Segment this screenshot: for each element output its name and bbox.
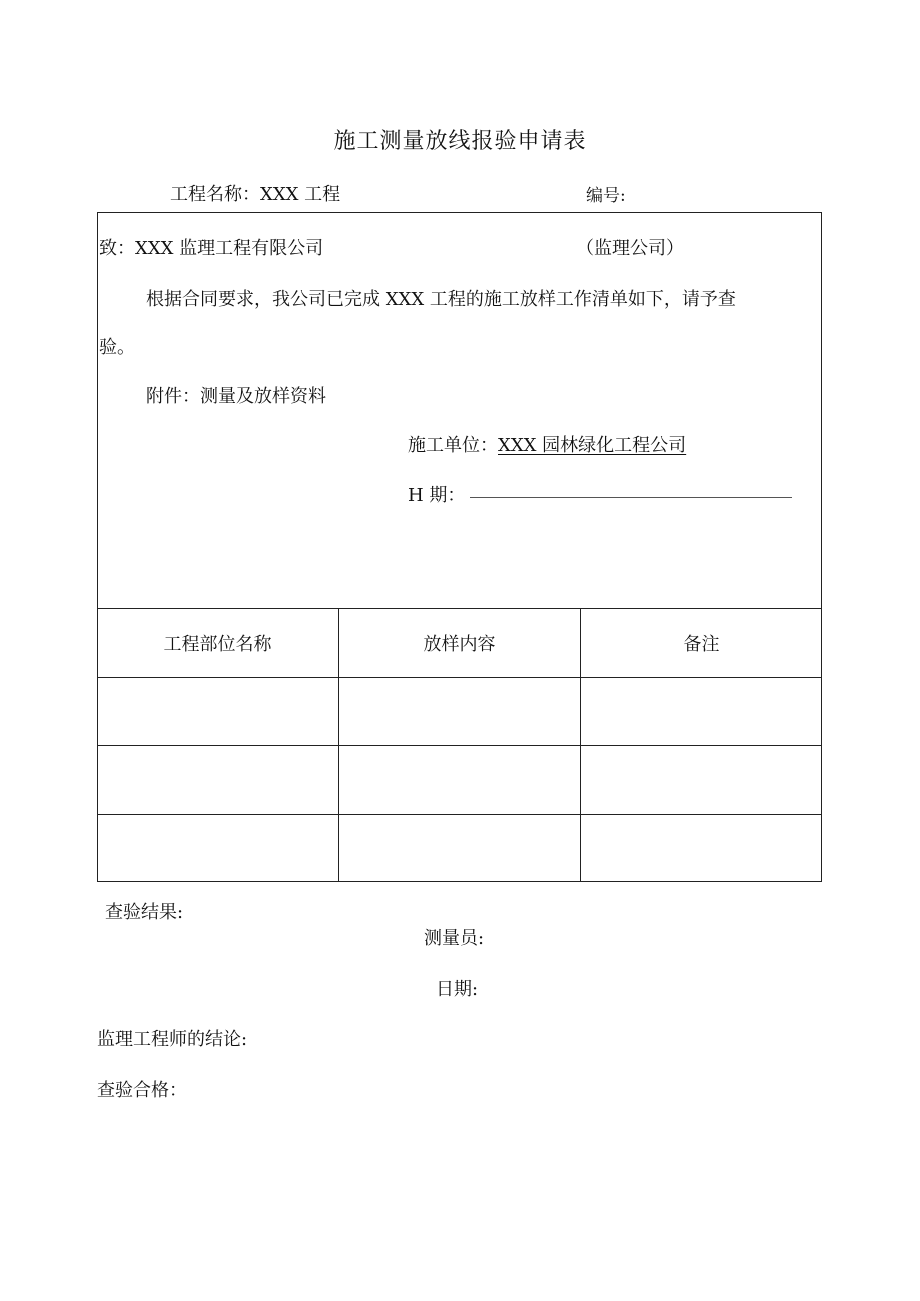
addressee-suffix: （监理公司） (576, 238, 684, 259)
table-cell[interactable] (581, 746, 821, 814)
inspection-result-label: 查验结果: (105, 902, 184, 923)
attachment-line: 附件：测量及放样资料 (146, 386, 326, 407)
number-label: 编号: (586, 186, 626, 206)
table-cell[interactable] (339, 746, 580, 814)
date-label: H 期： (408, 485, 466, 506)
table-cell[interactable] (581, 678, 821, 745)
date-field[interactable] (470, 497, 792, 498)
table-header-remarks: 备注 (683, 634, 720, 655)
inspection-pass-label: 查验合格： (97, 1080, 187, 1101)
table-cell[interactable] (581, 815, 821, 881)
letter-body-line-1: 根据合同要求，我公司已完成 XXX 工程的施工放样工作清单如下，请予查 (146, 289, 736, 310)
project-name-row (170, 180, 340, 206)
contractor-value: XXX 园林绿化工程公司 (498, 435, 687, 456)
project-name-value: XXX 工程 (260, 184, 341, 205)
project-name-label: 工程名称： (170, 184, 260, 205)
contractor-label: 施工单位： (408, 435, 498, 456)
table-cell[interactable] (98, 815, 338, 881)
letter-body-line-2: 验。 (99, 337, 135, 358)
table-header-location: 工程部位名称 (163, 634, 272, 655)
page-title: 施工测量放线报验申请表 (333, 129, 587, 154)
surveyor-label: 测量员: (424, 928, 485, 949)
addressee-row (99, 234, 323, 260)
contractor-row (408, 431, 686, 457)
engineer-conclusion-label: 监理工程师的结论: (97, 1029, 248, 1050)
addressee-value: XXX 监理工程有限公司 (135, 238, 324, 259)
table-cell[interactable] (98, 746, 338, 814)
addressee-label: 致： (99, 238, 135, 259)
table-cell[interactable] (339, 678, 580, 745)
table-header-content: 放样内容 (423, 634, 496, 655)
footer-date-label: 日期: (436, 979, 479, 1000)
table-cell[interactable] (98, 678, 338, 745)
table-cell[interactable] (339, 815, 580, 881)
